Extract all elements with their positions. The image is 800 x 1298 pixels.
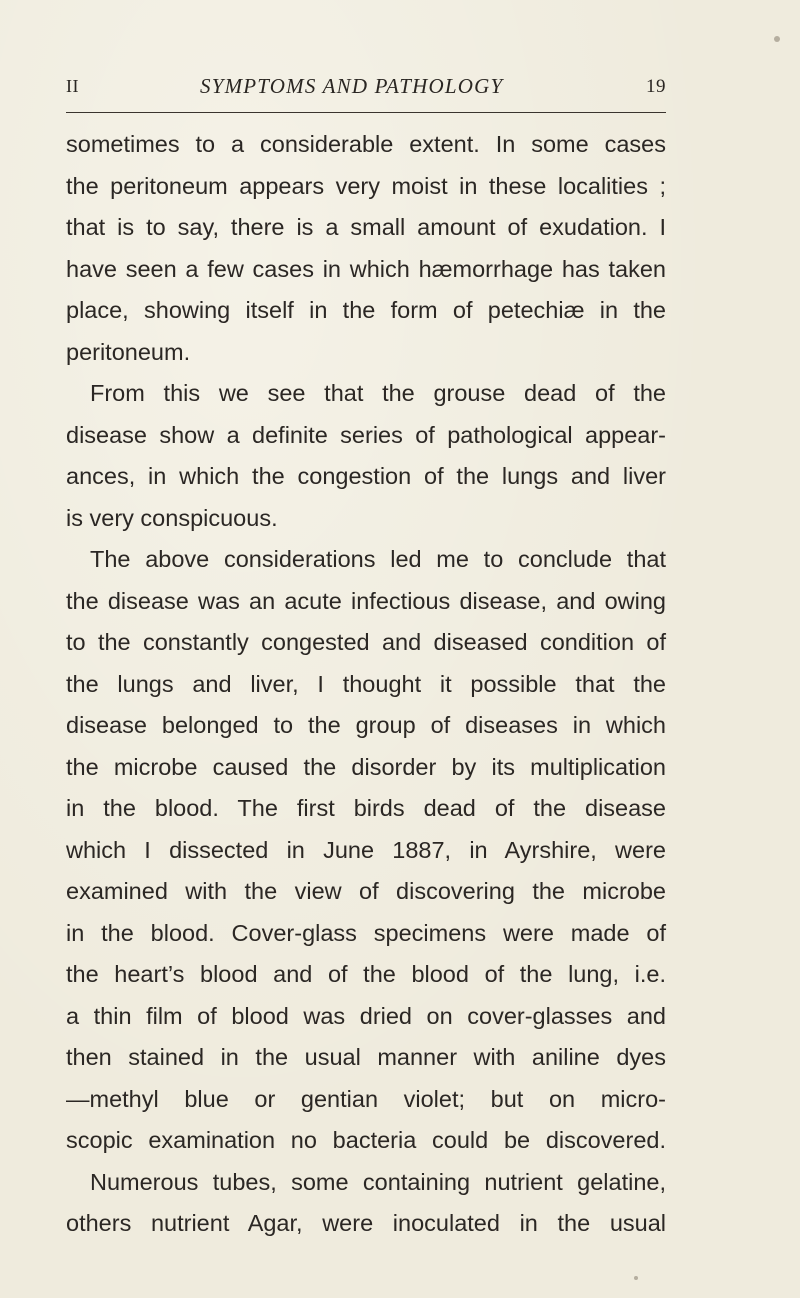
text-line: examined with the view of discovering the microbe bbox=[66, 878, 666, 904]
text-line: in the blood. The first birds dead of the disease bbox=[66, 795, 666, 821]
text-line: Numerous tubes, some containing nutrient gelatine, bbox=[90, 1168, 666, 1195]
text-line: peritoneum. bbox=[66, 338, 191, 365]
text-line: disease belonged to the group of diseases in which bbox=[66, 712, 666, 738]
text-line: sometimes to a considerable extent. In some cases bbox=[66, 131, 666, 157]
text-line: From this we see that the grouse dead of the bbox=[90, 380, 666, 406]
chapter-number: II bbox=[66, 76, 79, 96]
running-title: SYMPTOMS AND PATHOLOGY bbox=[200, 74, 504, 98]
text-line: that is to say, there is a small amount of exudation. I bbox=[66, 214, 666, 240]
text-line: ances, in which the congestion of the lungs and liver bbox=[66, 463, 666, 489]
running-head bbox=[66, 74, 666, 106]
text-line: place, showing itself in the form of petechiæ in the bbox=[66, 297, 666, 323]
text-line: The above considerations led me to conclude that bbox=[90, 546, 666, 572]
text-line: —methyl blue or gentian violet; but on micro- bbox=[66, 1085, 666, 1112]
text-line: the peritoneum appears very moist in these localities ; bbox=[66, 172, 666, 199]
text-line: which I dissected in June 1887, in Ayrshire, were bbox=[66, 836, 666, 863]
text-line: the lungs and liver, I thought it possible that the bbox=[66, 670, 666, 697]
text-line: is very conspicuous. bbox=[66, 504, 278, 531]
text-line: scopic examination no bacteria could be discovered. bbox=[66, 1127, 666, 1153]
paper-spot bbox=[634, 1276, 638, 1280]
body-text bbox=[66, 124, 666, 1245]
text-line: have seen a few cases in which hæmorrhage has taken bbox=[66, 255, 666, 282]
text-line: a thin film of blood was dried on cover-glasses and bbox=[66, 1002, 666, 1029]
text-line: then stained in the usual manner with aniline dyes bbox=[66, 1044, 666, 1070]
text-line: to the constantly congested and diseased condition of bbox=[66, 629, 666, 655]
text-line: disease show a definite series of pathological appear- bbox=[66, 421, 666, 448]
text-line: the disease was an acute infectious disease, and owing bbox=[66, 587, 666, 614]
text-line: the microbe caused the disorder by its multiplication bbox=[66, 753, 666, 780]
text-line: others nutrient Agar, were inoculated in the usual bbox=[66, 1210, 666, 1236]
text-line: in the blood. Cover-glass specimens were made of bbox=[66, 919, 666, 946]
text-line: the heart’s blood and of the blood of the lung, i.e. bbox=[66, 961, 666, 987]
page-number: 19 bbox=[646, 76, 666, 97]
paper-spot bbox=[774, 36, 780, 42]
header-rule bbox=[66, 112, 666, 113]
